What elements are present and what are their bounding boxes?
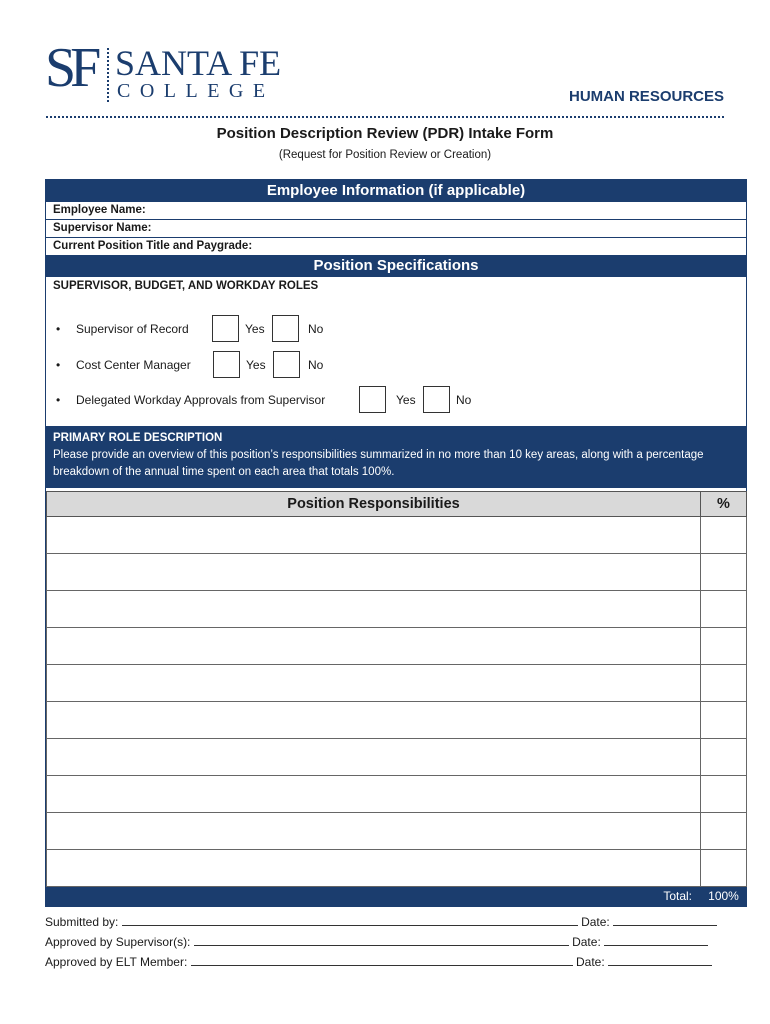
responsibility-row (47, 554, 747, 591)
percent-column-header: % (701, 492, 747, 517)
responsibility-row (47, 591, 747, 628)
responsibility-cell[interactable] (47, 591, 701, 628)
responsibility-row (47, 776, 747, 813)
approved-elt-line (45, 954, 712, 969)
responsibility-row (47, 702, 747, 739)
submitted-date-field[interactable] (613, 914, 717, 926)
approved-elt-label: Approved by ELT Member: (45, 955, 188, 969)
position-specs-heading: Position Specifications (46, 255, 746, 277)
date-label: Date: (581, 915, 610, 929)
role-supervisor-of-record (46, 315, 746, 343)
date-label: Date: (575, 955, 605, 969)
supervisor-date-field[interactable] (604, 934, 708, 946)
yes-label: Yes (396, 393, 416, 407)
submitted-by-signature-field[interactable] (122, 914, 578, 926)
percent-cell[interactable] (701, 665, 747, 702)
percent-cell[interactable] (701, 554, 747, 591)
yes-label: Yes (245, 322, 265, 336)
responsibility-cell[interactable] (47, 813, 701, 850)
total-row (47, 887, 747, 906)
percent-cell[interactable] (701, 628, 747, 665)
employee-info-fields (46, 202, 746, 255)
responsibility-cell[interactable] (47, 702, 701, 739)
role-delegated-workday-approvals (46, 386, 746, 414)
employee-name-field[interactable]: Employee Name: (53, 204, 146, 216)
percent-cell[interactable] (701, 739, 747, 776)
responsibility-cell[interactable] (47, 554, 701, 591)
no-checkbox[interactable] (423, 386, 450, 413)
bullet-icon: • (56, 322, 61, 336)
yes-checkbox[interactable] (213, 351, 240, 378)
approved-supervisor-label: Approved by Supervisor(s): (45, 935, 191, 949)
responsibility-cell[interactable] (47, 628, 701, 665)
primary-role-description (46, 426, 746, 488)
responsibility-row (47, 739, 747, 776)
role-label: Cost Center Manager (76, 358, 191, 372)
role-cost-center-manager (46, 351, 746, 379)
supervisor-name-field[interactable]: Supervisor Name: (46, 219, 746, 237)
total-label: Total: (47, 887, 701, 906)
form-subtitle: (Request for Position Review or Creation) (278, 149, 492, 161)
responsibility-cell[interactable] (47, 665, 701, 702)
responsibilities-column-header: Position Responsibilities (47, 492, 701, 517)
submitted-by-line (45, 914, 717, 929)
no-label: No (456, 393, 472, 407)
date-label: Date: (572, 935, 601, 949)
table-header-row (47, 492, 747, 517)
total-value: 100% (701, 887, 747, 906)
supervisor-signature-field[interactable] (194, 934, 569, 946)
employee-info-heading: Employee Information (if applicable) (46, 180, 746, 202)
percent-cell[interactable] (701, 776, 747, 813)
bullet-icon: • (56, 393, 61, 407)
logo-name: SANTA FE (115, 43, 282, 83)
responsibilities-table (46, 491, 747, 906)
roles-heading: SUPERVISOR, BUDGET, AND WORKDAY ROLES (53, 280, 319, 292)
responsibility-cell[interactable] (47, 739, 701, 776)
header-divider (46, 116, 724, 118)
yes-checkbox[interactable] (212, 315, 239, 342)
department-label: HUMAN RESOURCES (568, 88, 724, 105)
percent-cell[interactable] (701, 813, 747, 850)
responsibility-cell[interactable] (47, 776, 701, 813)
percent-cell[interactable] (701, 591, 747, 628)
logo-college: COLLEGE (117, 80, 275, 102)
yes-label: Yes (246, 358, 266, 372)
responsibility-row (47, 850, 747, 887)
submitted-by-label: Submitted by: (45, 915, 119, 929)
responsibility-row (47, 665, 747, 702)
yes-checkbox[interactable] (359, 386, 386, 413)
logo-initials: SF (45, 37, 96, 99)
primary-role-heading: PRIMARY ROLE DESCRIPTION (53, 432, 223, 444)
responsibility-row (47, 813, 747, 850)
no-label: No (308, 358, 324, 372)
percent-cell[interactable] (701, 850, 747, 887)
bullet-icon: • (56, 358, 61, 372)
roles-list (46, 295, 746, 426)
primary-role-instructions: Please provide an overview of this position’s responsibilities summarized in no more than 10 key areas, along with a percentage breakdown of the annual time spent on each area that totals 100%. (53, 449, 704, 478)
responsibility-cell[interactable] (47, 517, 701, 554)
intake-form (45, 179, 747, 907)
position-title-field[interactable]: Current Position Title and Paygrade: (46, 237, 746, 255)
no-checkbox[interactable] (273, 351, 300, 378)
elt-date-field[interactable] (608, 954, 712, 966)
responsibility-row (47, 628, 747, 665)
percent-cell[interactable] (701, 702, 747, 739)
role-label: Supervisor of Record (76, 322, 189, 336)
elt-signature-field[interactable] (191, 954, 573, 966)
no-checkbox[interactable] (272, 315, 299, 342)
logo-divider (107, 48, 109, 102)
no-label: No (308, 322, 324, 336)
approved-supervisor-line (45, 934, 708, 949)
role-label: Delegated Workday Approvals from Supervisor (76, 393, 326, 407)
responsibility-cell[interactable] (47, 850, 701, 887)
responsibility-row (47, 517, 747, 554)
form-title: Position Description Review (PDR) Intake Form (216, 125, 554, 142)
percent-cell[interactable] (701, 517, 747, 554)
